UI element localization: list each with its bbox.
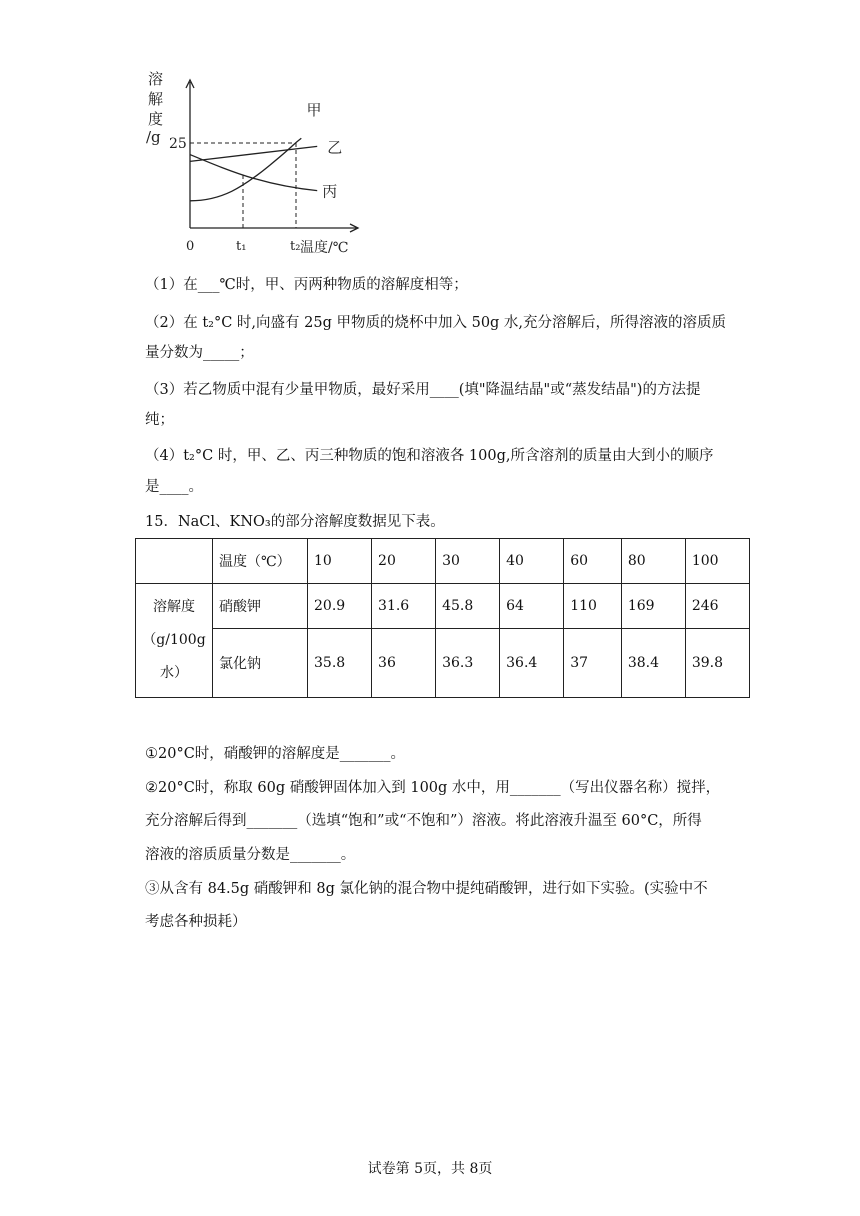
- x-axis-label: 温度/℃: [300, 240, 349, 256]
- table-header-row: [136, 539, 750, 584]
- curve-bing: [190, 155, 317, 191]
- x-tick-label: t₂: [290, 239, 301, 254]
- table-row: [136, 584, 750, 629]
- value-cell: 39.8: [685, 629, 749, 698]
- solubility-table: [135, 538, 750, 698]
- row-name-kno3: 硝酸钾: [213, 584, 308, 629]
- series-label: 丙: [322, 182, 338, 201]
- chart-curves: [190, 138, 317, 201]
- question-4-line-1: （4）t₂°C 时，甲、乙、丙三种物质的饱和溶液各 100g,所含溶剂的质量由大到小的顺序: [145, 448, 714, 464]
- value-cell: 246: [685, 584, 749, 629]
- temp-cell: 100: [685, 539, 749, 584]
- value-cell: 35.8: [308, 629, 372, 698]
- row-name-nacl: 氯化钠: [213, 629, 308, 698]
- x-tick-label: t₁: [236, 239, 247, 254]
- value-cell: 45.8: [436, 584, 500, 629]
- temp-cell: 20: [372, 539, 436, 584]
- solubility-chart: [140, 70, 370, 265]
- sub-question-2-line-1: ②20°C时，称取 60g 硝酸钾固体加入到 100g 水中，用_______（写出仪器名称）搅拌，: [145, 780, 721, 796]
- table-corner-cell: [136, 539, 213, 584]
- temp-cell: 30: [436, 539, 500, 584]
- question-1: （1）在___℃时，甲、丙两种物质的溶解度相等；: [145, 277, 468, 293]
- group-label: 溶解度: [153, 599, 195, 615]
- y-axis-label: 解: [148, 90, 164, 108]
- value-cell: 36.3: [436, 629, 500, 698]
- value-cell: 36.4: [500, 629, 564, 698]
- series-label: 甲: [306, 101, 322, 119]
- y-tick-label: 25: [169, 136, 187, 152]
- group-label: 水）: [160, 665, 188, 681]
- group-label: （g/100g: [142, 632, 206, 648]
- value-cell: 31.6: [372, 584, 436, 629]
- value-cell: 110: [564, 584, 622, 629]
- page-footer: 试卷第 5页，共 8页: [367, 1161, 493, 1177]
- value-cell: 169: [621, 584, 685, 629]
- question-2-line-1: （2）在 t₂°C 时,向盛有 25g 甲物质的烧杯中加入 50g 水,充分溶解后，所得溶液的溶质质: [145, 315, 727, 331]
- question-15-title: 15．NaCl、KNO₃的部分溶解度数据见下表。: [145, 514, 445, 530]
- value-cell: 20.9: [308, 584, 372, 629]
- solubility-group-cell: [136, 584, 213, 698]
- table-row: [136, 629, 750, 698]
- y-axis-label: 度: [148, 110, 164, 128]
- question-3-line-2: 纯；: [145, 412, 174, 428]
- temp-cell: 80: [621, 539, 685, 584]
- value-cell: 64: [500, 584, 564, 629]
- temp-cell: 60: [564, 539, 622, 584]
- temperature-header: 温度（℃）: [213, 539, 308, 584]
- curve-jia: [190, 138, 301, 201]
- temp-cell: 10: [308, 539, 372, 584]
- question-4-line-2: 是____。: [145, 479, 203, 495]
- y-axis-label: 溶: [148, 70, 164, 88]
- temp-cell: 40: [500, 539, 564, 584]
- sub-question-2-line-2: 充分溶解后得到_______（选填“饱和”或“不饱和”）溶液。将此溶液升温至 60°C，所得: [145, 813, 702, 829]
- x-tick-label: 0: [186, 239, 195, 254]
- sub-question-2-line-3: 溶液的溶质质量分数是_______。: [145, 847, 356, 863]
- curve-yi: [190, 146, 317, 161]
- question-2-line-2: 量分数为_____；: [145, 345, 254, 361]
- value-cell: 37: [564, 629, 622, 698]
- sub-question-3-line-2: 考虑各种损耗）: [145, 914, 247, 930]
- sub-question-3-line-1: ③从含有 84.5g 硝酸钾和 8g 氯化钠的混合物中提纯硝酸钾，进行如下实验。(实验中不: [145, 881, 708, 897]
- value-cell: 36: [372, 629, 436, 698]
- series-label: 乙: [327, 138, 343, 157]
- value-cell: 38.4: [621, 629, 685, 698]
- y-axis-label: /g: [146, 128, 161, 146]
- sub-question-1: ①20°C时，硝酸钾的溶解度是_______。: [145, 746, 406, 762]
- question-3-line-1: （3）若乙物质中混有少量甲物质，最好采用____(填"降温结晶"或“蒸发结晶")的方法提: [145, 382, 701, 398]
